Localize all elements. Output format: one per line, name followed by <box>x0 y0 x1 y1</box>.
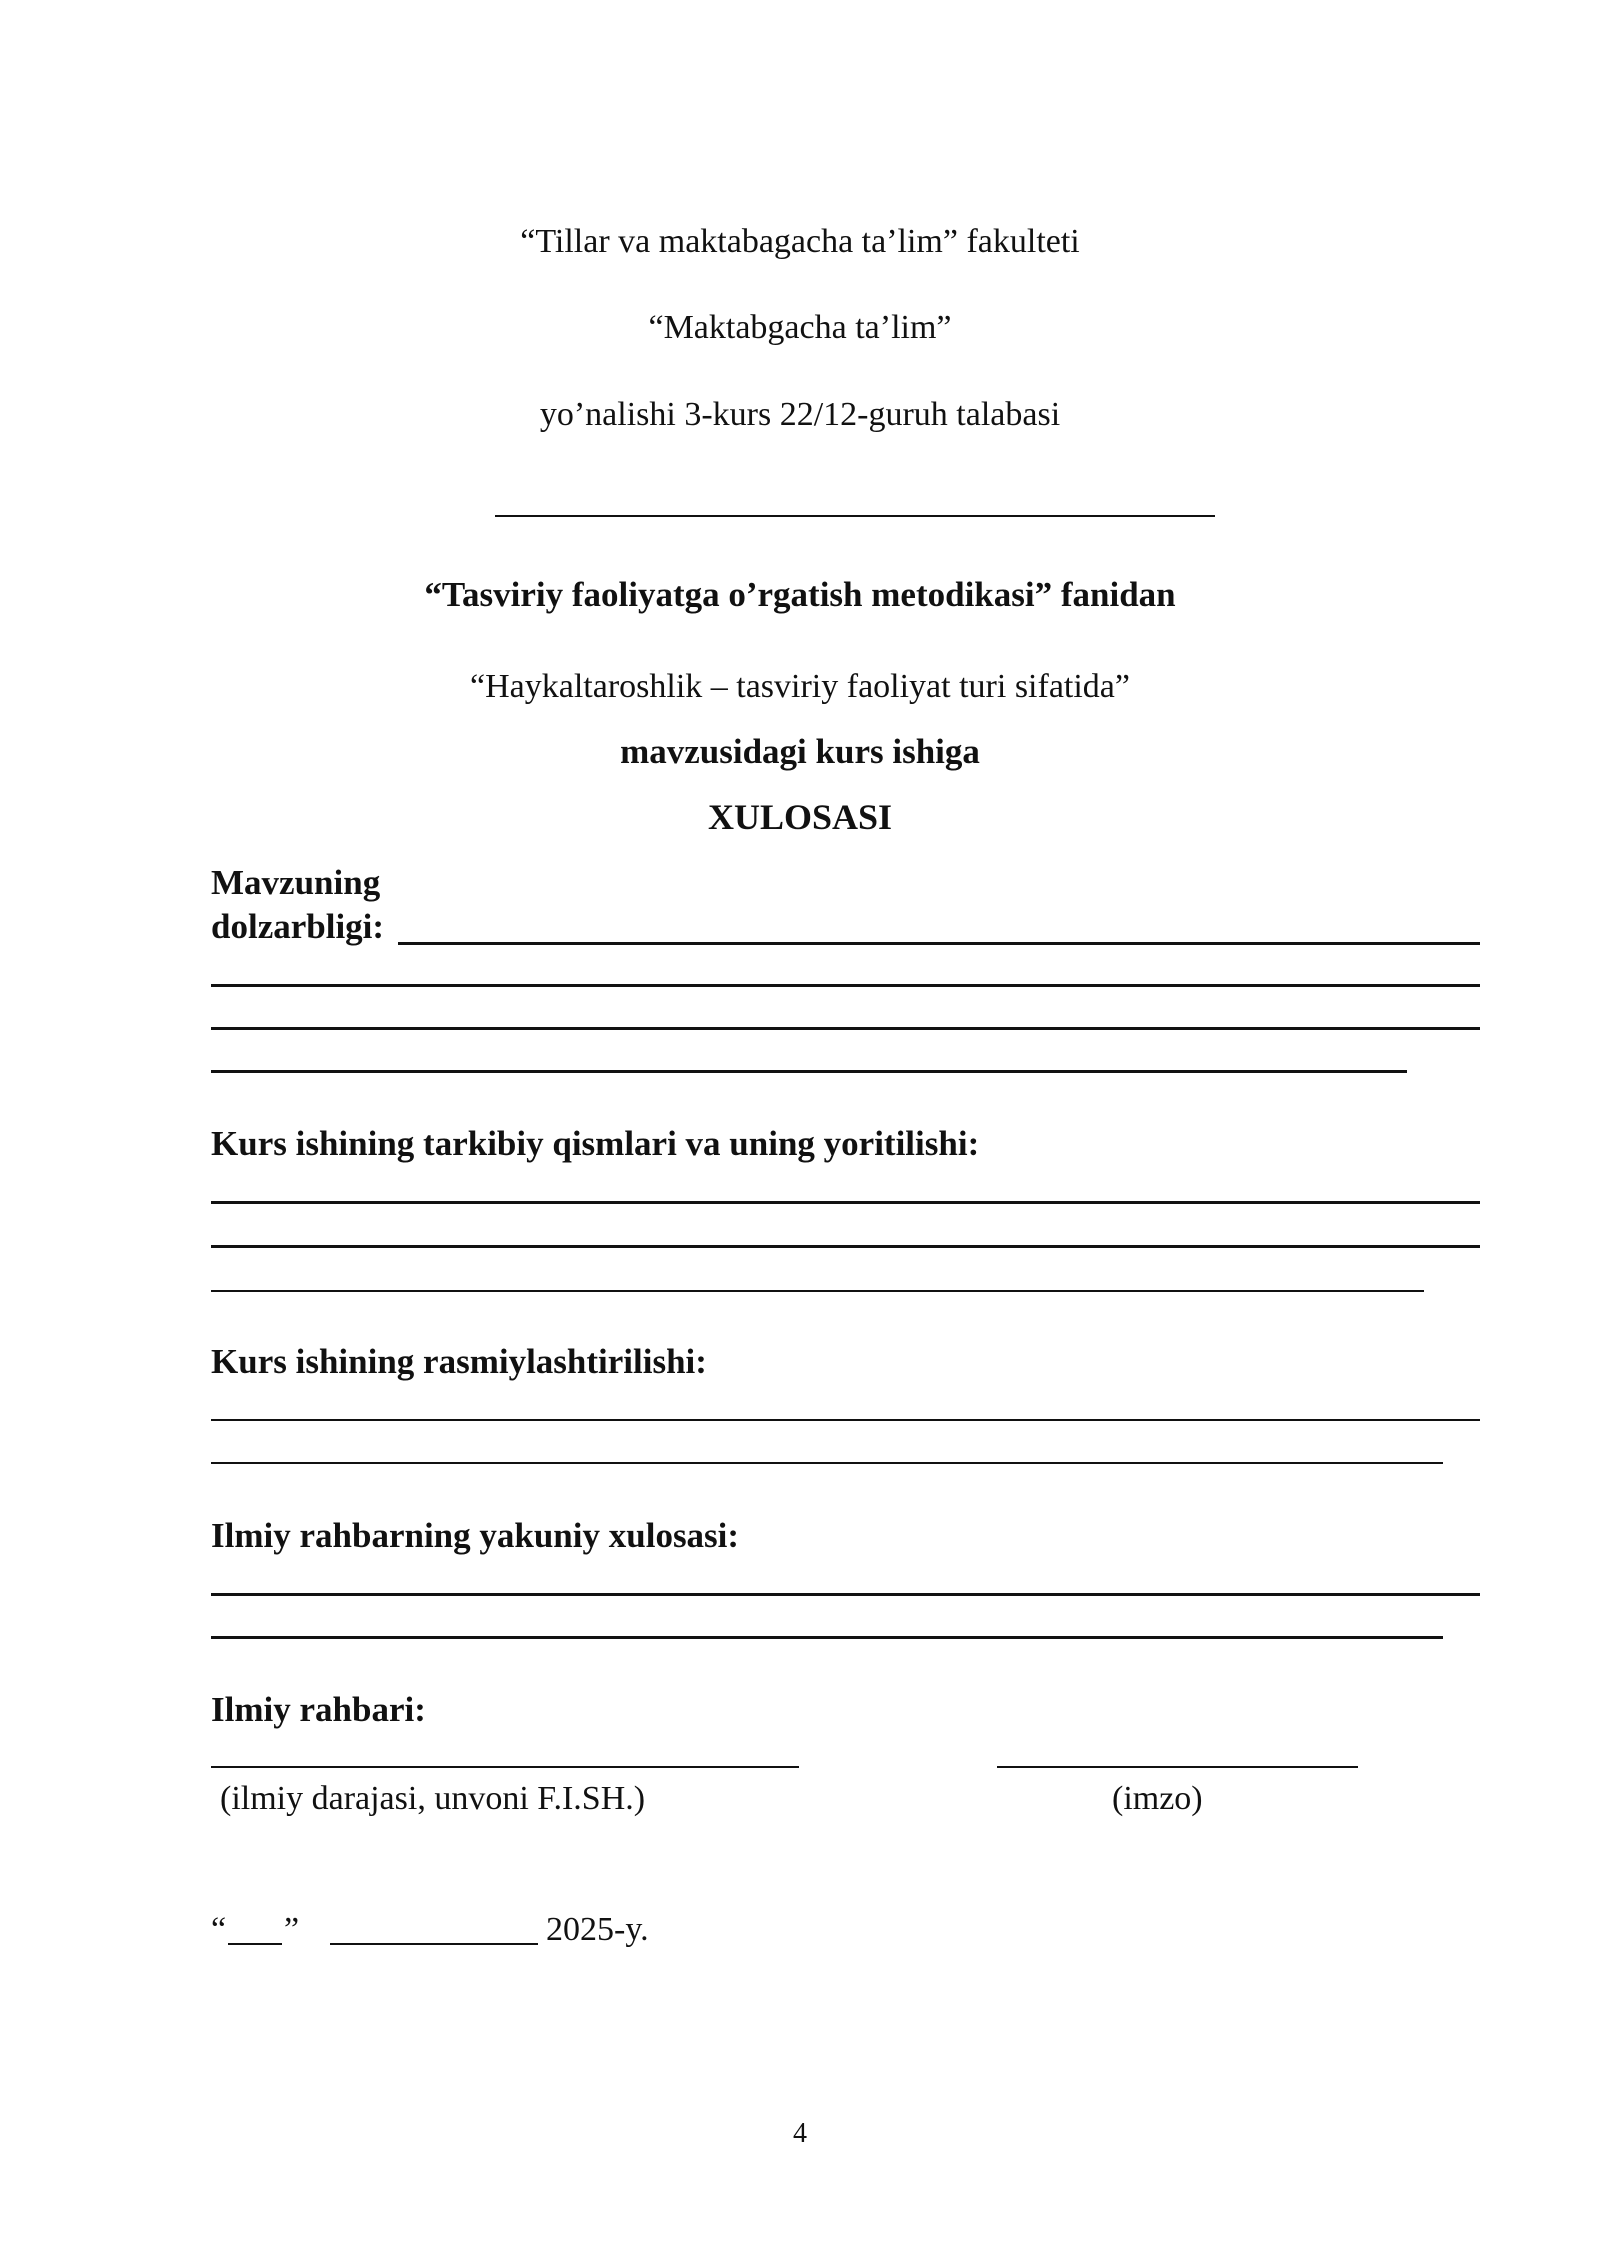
relevance-blank-line <box>398 942 1480 945</box>
components-blank-line <box>211 1290 1424 1292</box>
signature-blank <box>997 1766 1358 1768</box>
signature-caption: (imzo) <box>1112 1780 1203 1817</box>
faculty-line: “Tillar va maktabagacha ta’lim” fakulteti <box>520 223 1080 260</box>
supervisor-label: Ilmiy rahbari: <box>211 1690 426 1729</box>
date-close-quote: ” <box>284 1911 300 1948</box>
conclusion-blank-line <box>211 1636 1443 1639</box>
topic-line: “Haykaltaroshlik – tasviriy faoliyat turi sifatida” <box>470 668 1130 705</box>
formatting-blank-line <box>211 1419 1480 1421</box>
conclusion-blank-line <box>211 1593 1480 1596</box>
date-day-blank <box>228 1943 282 1945</box>
date-year: 2025-y. <box>546 1911 649 1948</box>
components-label: Kurs ishining tarkibiy qismlari va uning yoritilishi: <box>211 1124 980 1163</box>
date-month-blank <box>330 1943 538 1945</box>
conclusion-label: Ilmiy rahbarning yakuniy xulosasi: <box>211 1516 740 1555</box>
relevance-label-line2: dolzarbligi: <box>211 907 385 946</box>
relevance-blank-line <box>211 1070 1407 1073</box>
direction-line: “Maktabgacha ta’lim” <box>648 309 952 346</box>
relevance-blank-line <box>211 1027 1480 1030</box>
components-blank-line <box>211 1245 1480 1248</box>
relevance-blank-line <box>211 984 1480 987</box>
relevance-label-line1: Mavzuning <box>211 863 381 902</box>
components-blank-line <box>211 1201 1480 1204</box>
formatting-blank-line <box>211 1462 1443 1464</box>
student-line: yo’nalishi 3-kurs 22/12-guruh talabasi <box>539 396 1061 433</box>
document-heading: XULOSASI <box>707 797 893 837</box>
supervisor-name-caption: (ilmiy darajasi, unvoni F.I.SH.) <box>220 1780 646 1817</box>
student-name-blank <box>495 515 1215 517</box>
page-number: 4 <box>793 2118 807 2149</box>
work-line: mavzusidagi kurs ishiga <box>620 732 980 771</box>
supervisor-name-blank <box>211 1766 799 1768</box>
subject-line: “Tasviriy faoliyatga o’rgatish metodikasi” fanidan <box>424 575 1176 614</box>
date-open-quote: “ <box>211 1911 227 1948</box>
formatting-label: Kurs ishining rasmiylashtirilishi: <box>211 1342 707 1381</box>
